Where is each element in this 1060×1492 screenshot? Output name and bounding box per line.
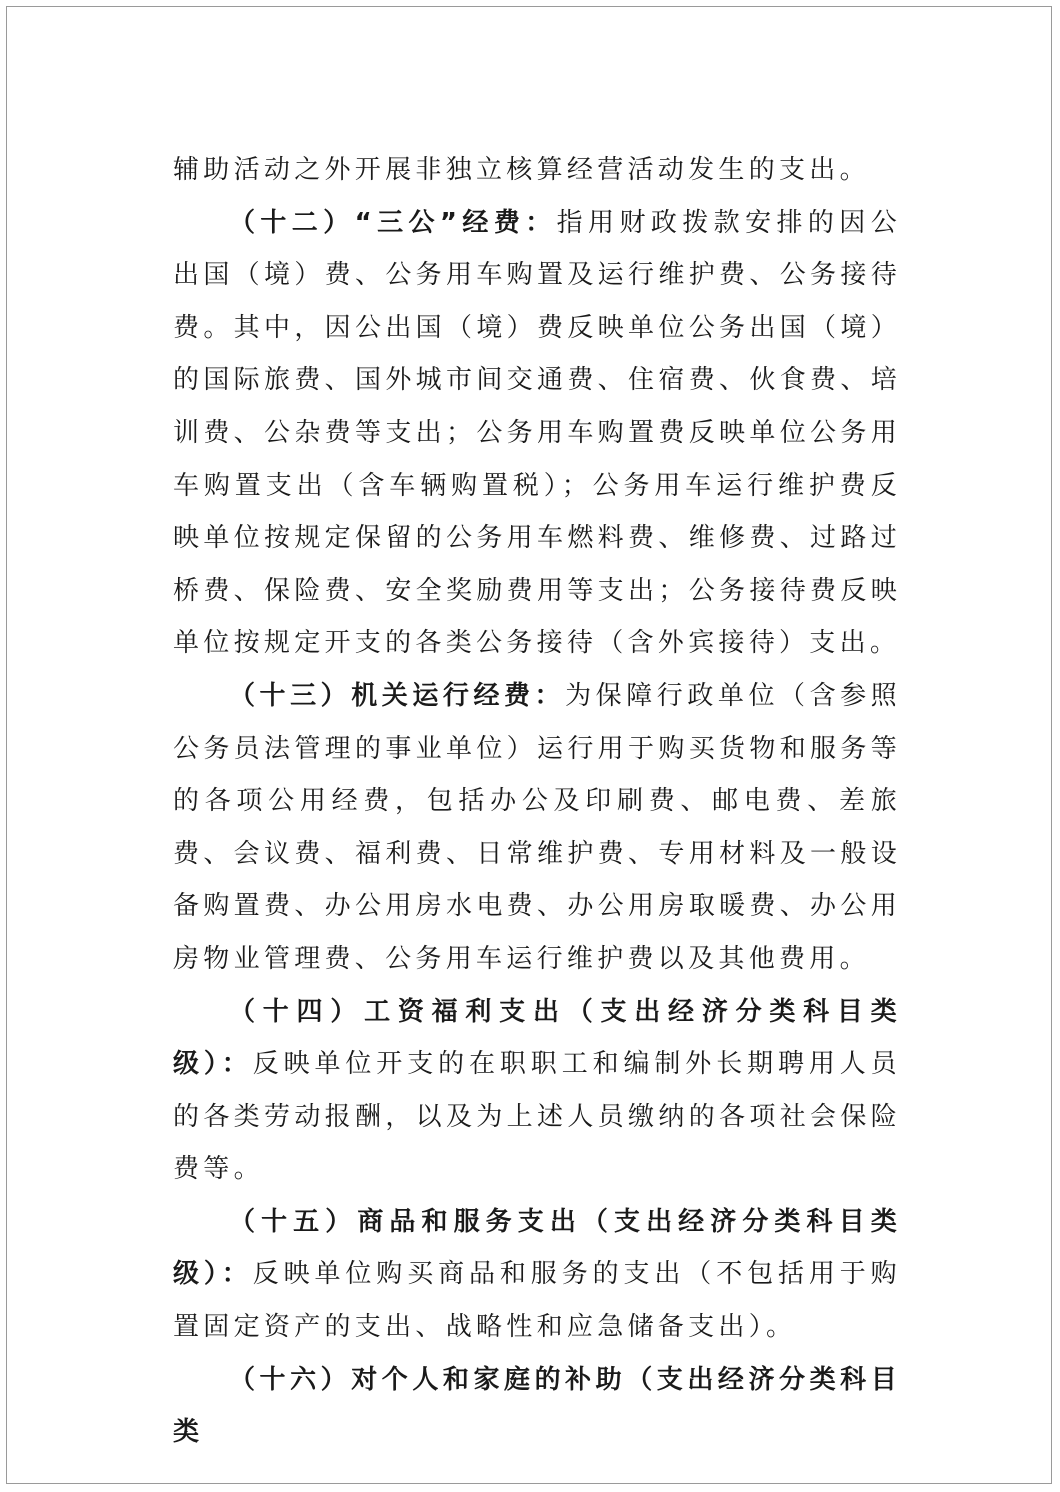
paragraph-heading: （十二）“三公”经费： <box>229 207 557 238</box>
paragraph-wage-welfare <box>173 986 901 1196</box>
paragraph-text: 为保障行政单位（含参照公务员法管理的事业单位）运行用于购买货物和服务等的各项公用经费，包括办公及印刷费、邮电费、差旅费、会议费、福利费、日常维护费、专用材料及一般设备购置费、办公用房水电费、办公用房取暖费、办公用房物业管理费、公务用车运行维护费以及其他费用。 <box>173 680 901 974</box>
paragraph-text: 反映单位开支的在职职工和编制外长期聘用人员的各类劳动报酬，以及为上述人员缴纳的各项社会保险费等。 <box>173 1049 901 1185</box>
paragraph-heading: （十五）商品和服务支出（支出经济分类科目类级）： <box>173 1206 901 1290</box>
paragraph-goods-services <box>173 1196 901 1354</box>
paragraph-text: 指用财政拨款安排的因公出国（境）费、公务用车购置及运行维护费、公务接待费。其中，因公出国（境）费反映单位公务出国（境）的国际旅费、国外城市间交通费、住宿费、伙食费、培训费、公杂费等支出；公务用车购置费反映单位公务用车购置支出（含车辆购置税）；公务用车运行维护费反映单位按规定保留的公务用车燃料费、维修费、过路过桥费、保险费、安全奖励费用等支出；公务接待费反映单位按规定开支的各类公务接待（含外宾接待）支出。 <box>173 207 901 659</box>
document-page <box>6 6 1052 1484</box>
paragraph-three-public-funds <box>173 197 901 670</box>
paragraph-text: 辅助活动之外开展非独立核算经营活动发生的支出。 <box>173 155 870 185</box>
paragraph-household-subsidy <box>173 1354 901 1459</box>
paragraph-heading: （十三）机关运行经费： <box>229 680 566 711</box>
paragraph-heading: （十六）对个人和家庭的补助（支出经济分类科目类 <box>173 1364 901 1448</box>
paragraph-continuation <box>173 144 901 197</box>
paragraph-text: 反映单位购买商品和服务的支出（不包括用于购置固定资产的支出、战略性和应急储备支出）。 <box>173 1259 901 1343</box>
document-body <box>173 144 901 1459</box>
paragraph-heading: （十四）工资福利支出（支出经济分类科目类级）： <box>173 996 901 1080</box>
paragraph-agency-operating-funds <box>173 670 901 986</box>
